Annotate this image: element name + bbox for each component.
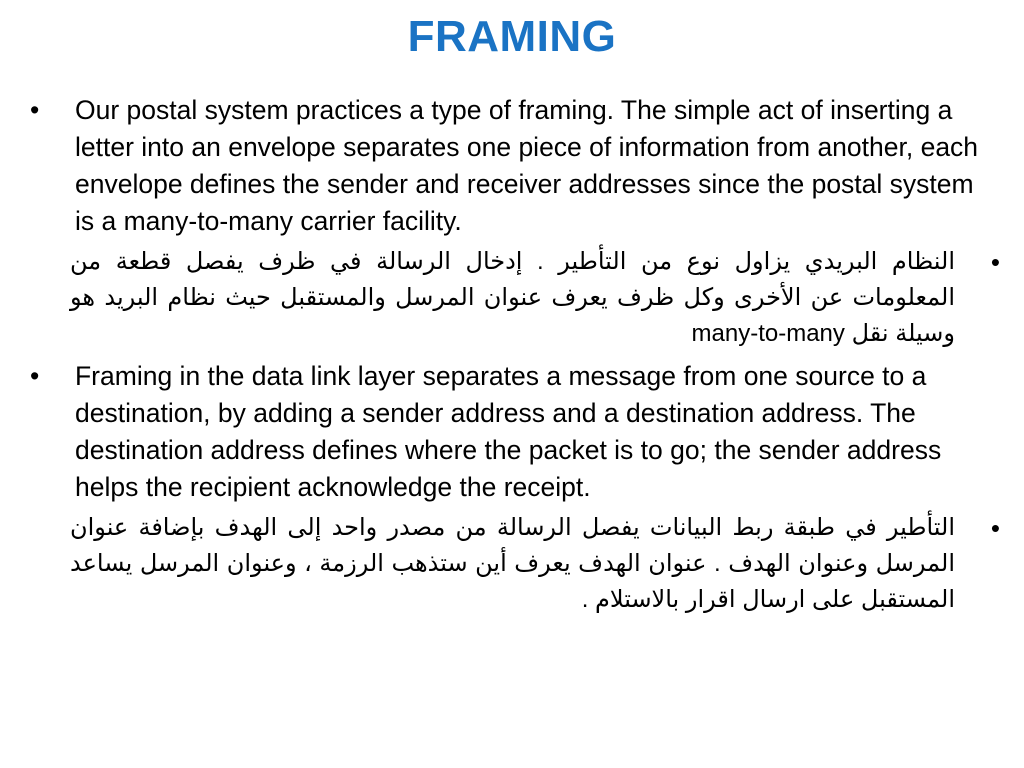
bullet-item-datalink-en — [30, 358, 1000, 506]
bullet-text: التأطير في طبقة ربط البيانات يفصل الرسالة من مصدر واحد إلى الهدف بإضافة عنوان المرسل وعنوان الهدف . عنوان الهدف يعرف أين ستذهب الرزمة ، وعنوان المرسل يساعد المستقبل على ارسال اقرار بالاستلام . — [70, 514, 955, 613]
bullet-dot-icon: • — [990, 247, 1000, 277]
bullet-dot-icon: • — [30, 361, 40, 391]
bullet-text: Framing in the data link layer separates a message from one source to a destination, by adding a sender address and a destination address. The destination address defines where the packet is to go; the sender address helps the recipient acknowledge the receipt. — [75, 361, 942, 502]
bullet-item-datalink-ar — [30, 510, 1000, 618]
bullet-text: Our postal system practices a type of framing. The simple act of inserting a letter into an envelope separates one piece of information from another, each envelope defines the sender and receiver addresses since the postal system is a many-to-many carrier facility. — [75, 95, 979, 236]
bullet-text: النظام البريدي يزاول نوع من التأطير . إدخال الرسالة في ظرف يفصل قطعة من المعلومات عن الأخرى وكل ظرف يعرف عنوان المرسل والمستقبل حيث نظام البريد هو وسيلة نقل many-to-many — [70, 248, 955, 347]
bullet-dot-icon: • — [990, 513, 1000, 543]
slide-title: FRAMING — [407, 12, 617, 61]
bullet-dot-icon: • — [30, 95, 40, 125]
bullet-item-postal-en — [30, 92, 1000, 240]
bullet-item-postal-ar — [30, 244, 1000, 352]
bullet-list — [30, 92, 1000, 624]
